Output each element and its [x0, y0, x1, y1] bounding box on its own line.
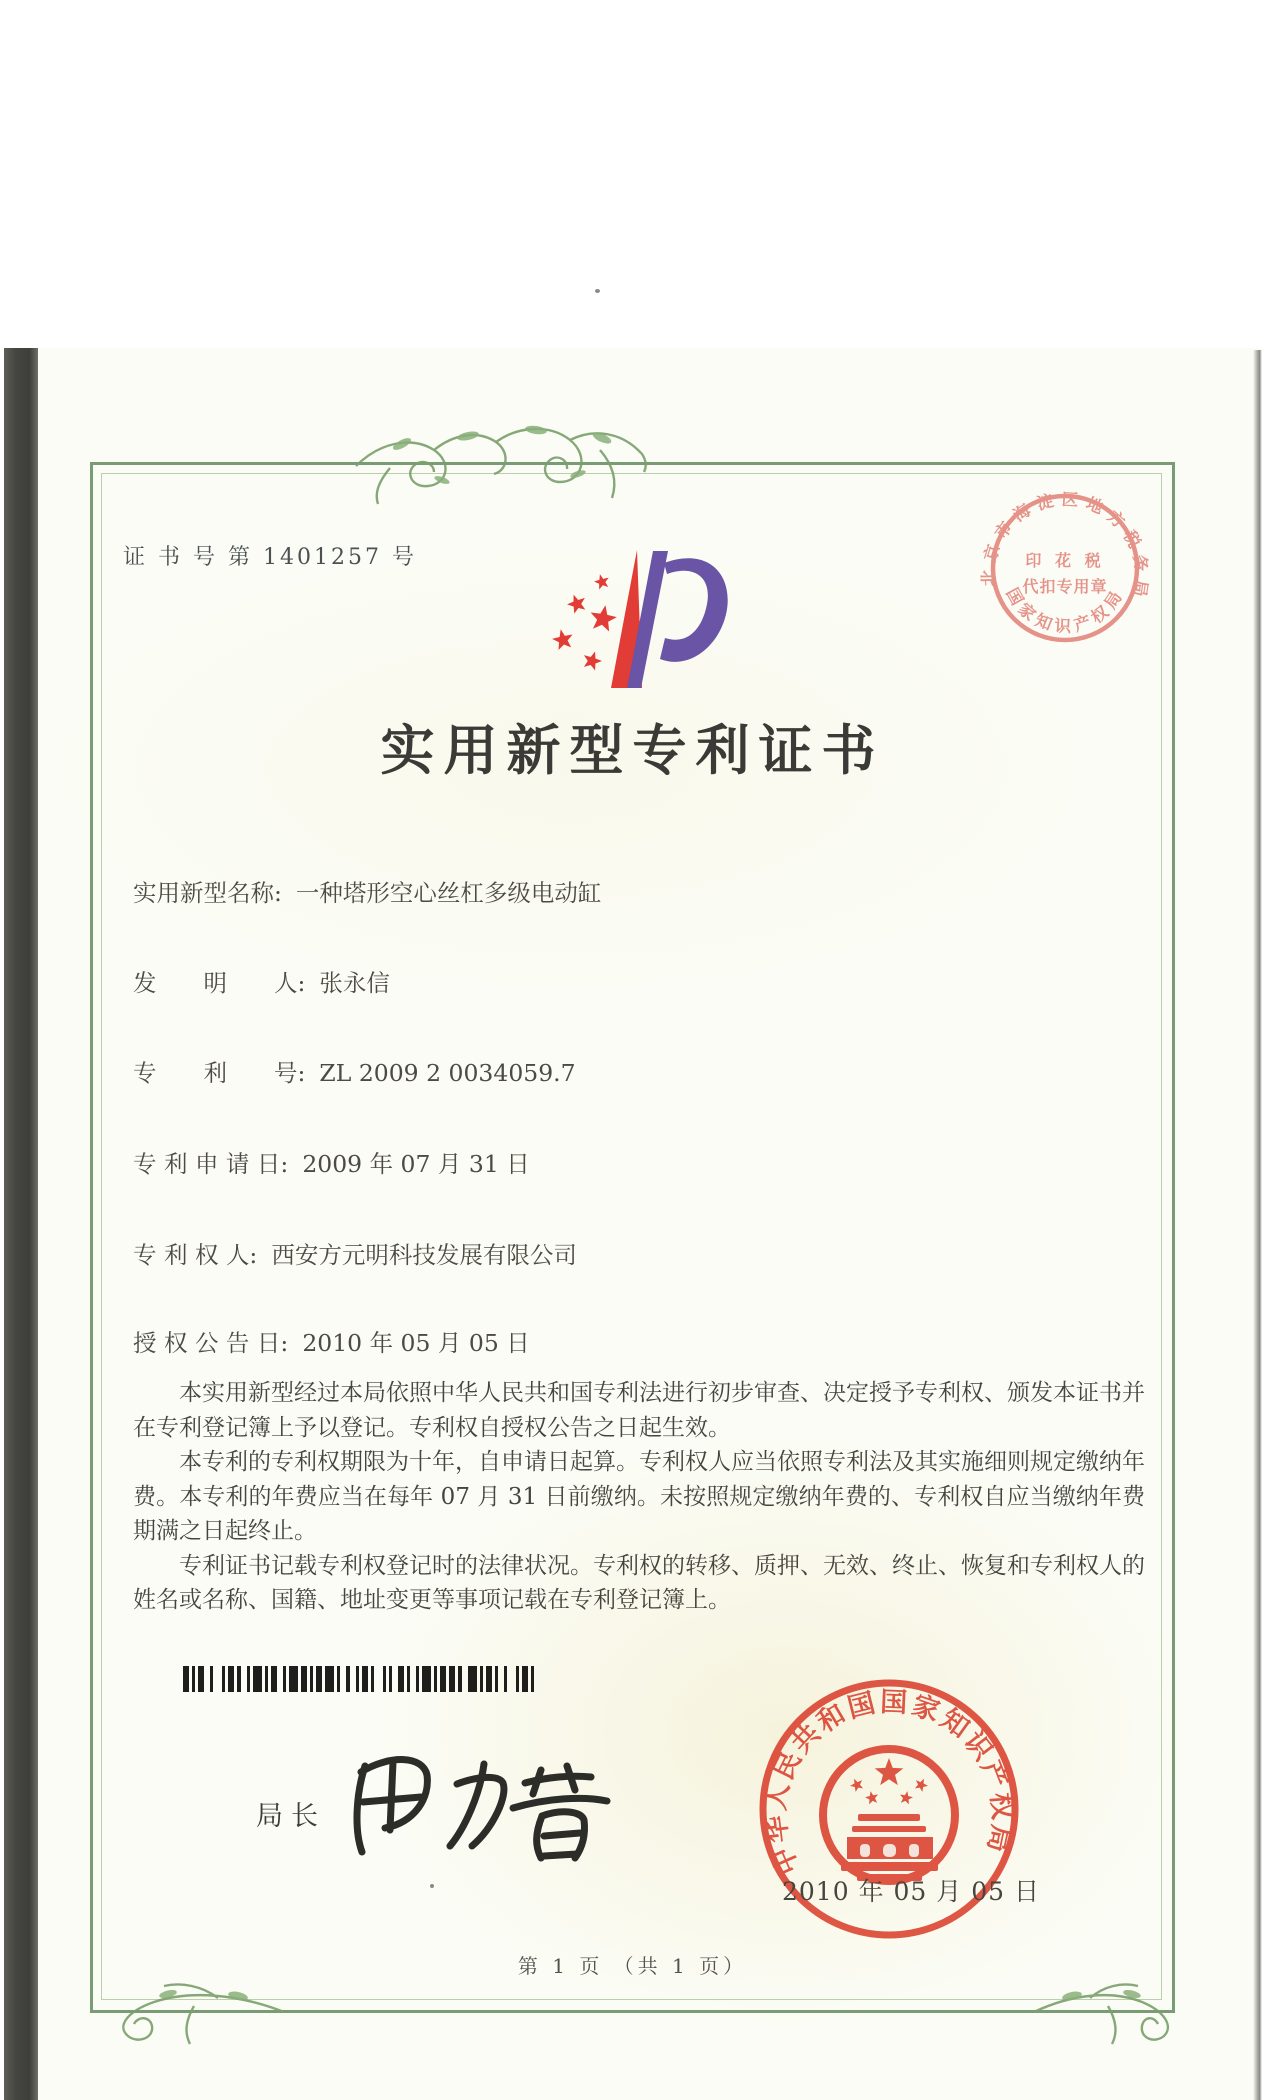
tax-office-stamp [978, 489, 1152, 650]
barcode-bar [325, 1666, 334, 1692]
seal-ring-text: 中华人民共和国国家知识产权局 [760, 1686, 1018, 1880]
field-label: 发 明 人: [133, 969, 306, 997]
legal-text-block [133, 1376, 1145, 1618]
stamp-arc-top-text: 北京市海淀区地方税务局 [978, 489, 1152, 598]
field-value: ZL 2009 2 0034059.7 [319, 1059, 576, 1087]
field-row-inventor [133, 964, 390, 998]
field-row-filing-date [133, 1145, 530, 1179]
director-handwritten-signature [345, 1748, 615, 1870]
barcode [183, 1666, 540, 1692]
national-emblem-icon [823, 1749, 955, 1881]
legal-paragraph-1: 本实用新型经过本局依照中华人民共和国专利法进行初步审查、决定授予专利权、颁发本证书并在专利登记簿上予以登记。专利权自授权公告之日起生效。 [133, 1380, 1145, 1441]
field-value: 2010 年 05 月 05 日 [302, 1329, 530, 1357]
scan-speck [430, 1884, 434, 1888]
certificate-title: 实用新型专利证书 [380, 718, 885, 782]
barcode-space [534, 1666, 540, 1692]
field-row-patentee [133, 1236, 577, 1270]
stamp-center-line2: 代扣专用章 [1022, 577, 1108, 596]
field-value: 西安方元明科技发展有限公司 [271, 1241, 577, 1269]
barcode-bar [289, 1666, 298, 1692]
patent-office-logo-icon [525, 538, 740, 698]
field-value: 一种塔形空心丝杠多级电动缸 [295, 879, 602, 907]
field-row-utility-model-name [133, 874, 601, 908]
issue-date: 2010 年 05 月 05 日 [782, 1877, 1040, 1906]
field-row-grant-date [133, 1324, 530, 1358]
barcode-space [507, 1666, 516, 1692]
certificate-number: 证 书 号 第 1401257 号 [123, 545, 417, 570]
scan-speck [595, 289, 600, 293]
binding-spine-shadow [4, 348, 38, 2100]
page-number-footer: 第 1 页 （共 1 页） [517, 1954, 748, 1978]
barcode-space [374, 1666, 383, 1692]
barcode-bar [422, 1666, 431, 1692]
top-border-flourish-ornament [350, 406, 650, 512]
bottom-left-flourish-ornament [98, 1976, 288, 2048]
field-label: 专 利 权 人: [133, 1241, 258, 1269]
barcode-bar [468, 1666, 477, 1692]
field-label: 授 权 公 告 日: [133, 1329, 289, 1357]
field-value: 2009 年 07 月 31 日 [302, 1150, 530, 1178]
barcode-space [213, 1666, 222, 1692]
field-label: 专 利 号: [133, 1059, 306, 1087]
scan-edge-shadow [1253, 350, 1262, 2100]
legal-paragraph-3: 专利证书记载专利权登记时的法律状况。专利权的转移、质押、无效、终止、恢复和专利权人的姓名或名称、国籍、地址变更等事项记载在专利登记簿上。 [133, 1552, 1145, 1613]
bottom-right-flourish-ornament [1030, 1976, 1190, 2048]
barcode-bar [253, 1666, 262, 1692]
stamp-center-line1: 印 花 税 [1025, 551, 1105, 570]
stamp-arc-bottom-text: 国家知识产权局 [1002, 584, 1126, 637]
legal-paragraph-2: 本专利的专利权期限为十年，自申请日起算。专利权人应当依照专利法及其实施细则规定缴纳年费。本专利的年费应当在每年 07 月 31 日前缴纳。未按照规定缴纳年费的、专利权自应当缴纳年费期满之日起终止。 [133, 1449, 1145, 1544]
director-title-label: 局长 [256, 1801, 326, 1832]
field-value: 张永信 [319, 969, 390, 997]
field-row-patent-number [133, 1054, 576, 1088]
field-label: 专 利 申 请 日: [133, 1150, 289, 1178]
field-label: 实用新型名称: [133, 879, 282, 907]
logo-p-bowl [660, 558, 728, 662]
